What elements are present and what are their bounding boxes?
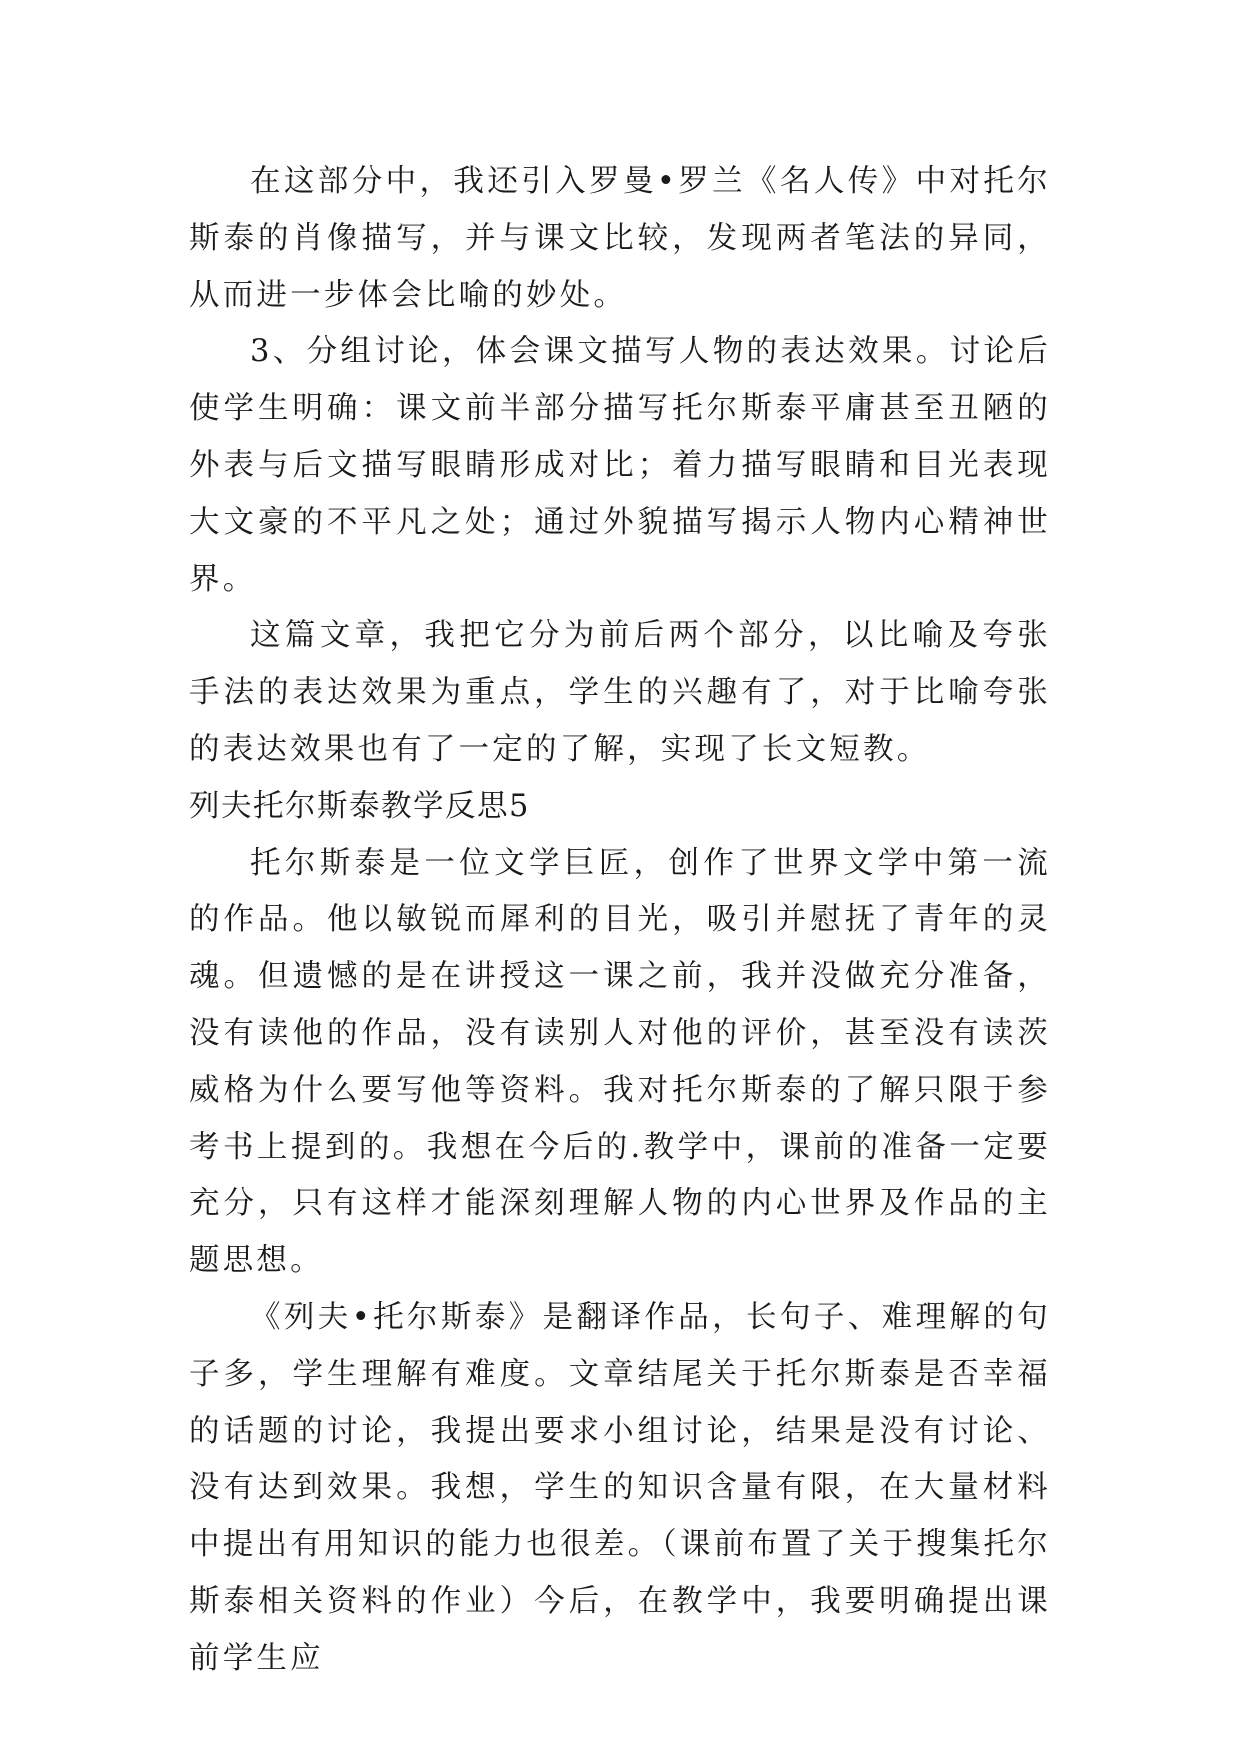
paragraph-group-discussion: 3、分组讨论，体会课文描写人物的表达效果。讨论后使学生明确：课文前半部分描写托尔斯泰平庸甚至丑陋的外表与后文描写眼睛形成对比；着力描写眼睛和目光表现大文豪的不平凡之处；通过外貌描写揭示人物内心精神世界。 [189,334,1051,597]
paragraph-lesson-summary: 这篇文章，我把它分为前后两个部分，以比喻及夸张手法的表达效果为重点，学生的兴趣有了，对于比喻夸张的表达效果也有了一定的了解，实现了长文短教。 [189,618,1051,767]
paragraph-portrait-comparison: 在这部分中，我还引入罗曼•罗兰《名人传》中对托尔斯泰的肖像描写，并与课文比较，发现两者笔法的异同，从而进一步体会比喻的妙处。 [189,164,1051,313]
section-heading: 列夫托尔斯泰教学反思5 [189,788,530,824]
document-body [189,154,1051,1688]
paragraph-reflection-preparation: 托尔斯泰是一位文学巨匠，创作了世界文学中第一流的作品。他以敏锐而犀利的目光，吸引并慰抚了青年的灵魂。但遗憾的是在讲授这一课之前，我并没做充分准备，没有读他的作品，没有读别人对他的评价，甚至没有读茨威格为什么要写他等资料。我对托尔斯泰的了解只限于参考书上提到的。我想在今后的.教学中，课前的准备一定要充分，只有这样才能深刻理解人物的内心世界及作品的主题思想。 [189,845,1051,1279]
paragraph-reflection-translation: 《列夫•托尔斯泰》是翻译作品，长句子、难理解的句子多，学生理解有难度。文章结尾关于托尔斯泰是否幸福的话题的讨论，我提出要求小组讨论，结果是没有讨论、没有达到效果。我想，学生的知识含量有限，在大量材料中提出有用知识的能力也很差。（课前布置了关于搜集托尔斯泰相关资料的作业）今后，在教学中，我要明确提出课前学生应 [189,1299,1051,1676]
